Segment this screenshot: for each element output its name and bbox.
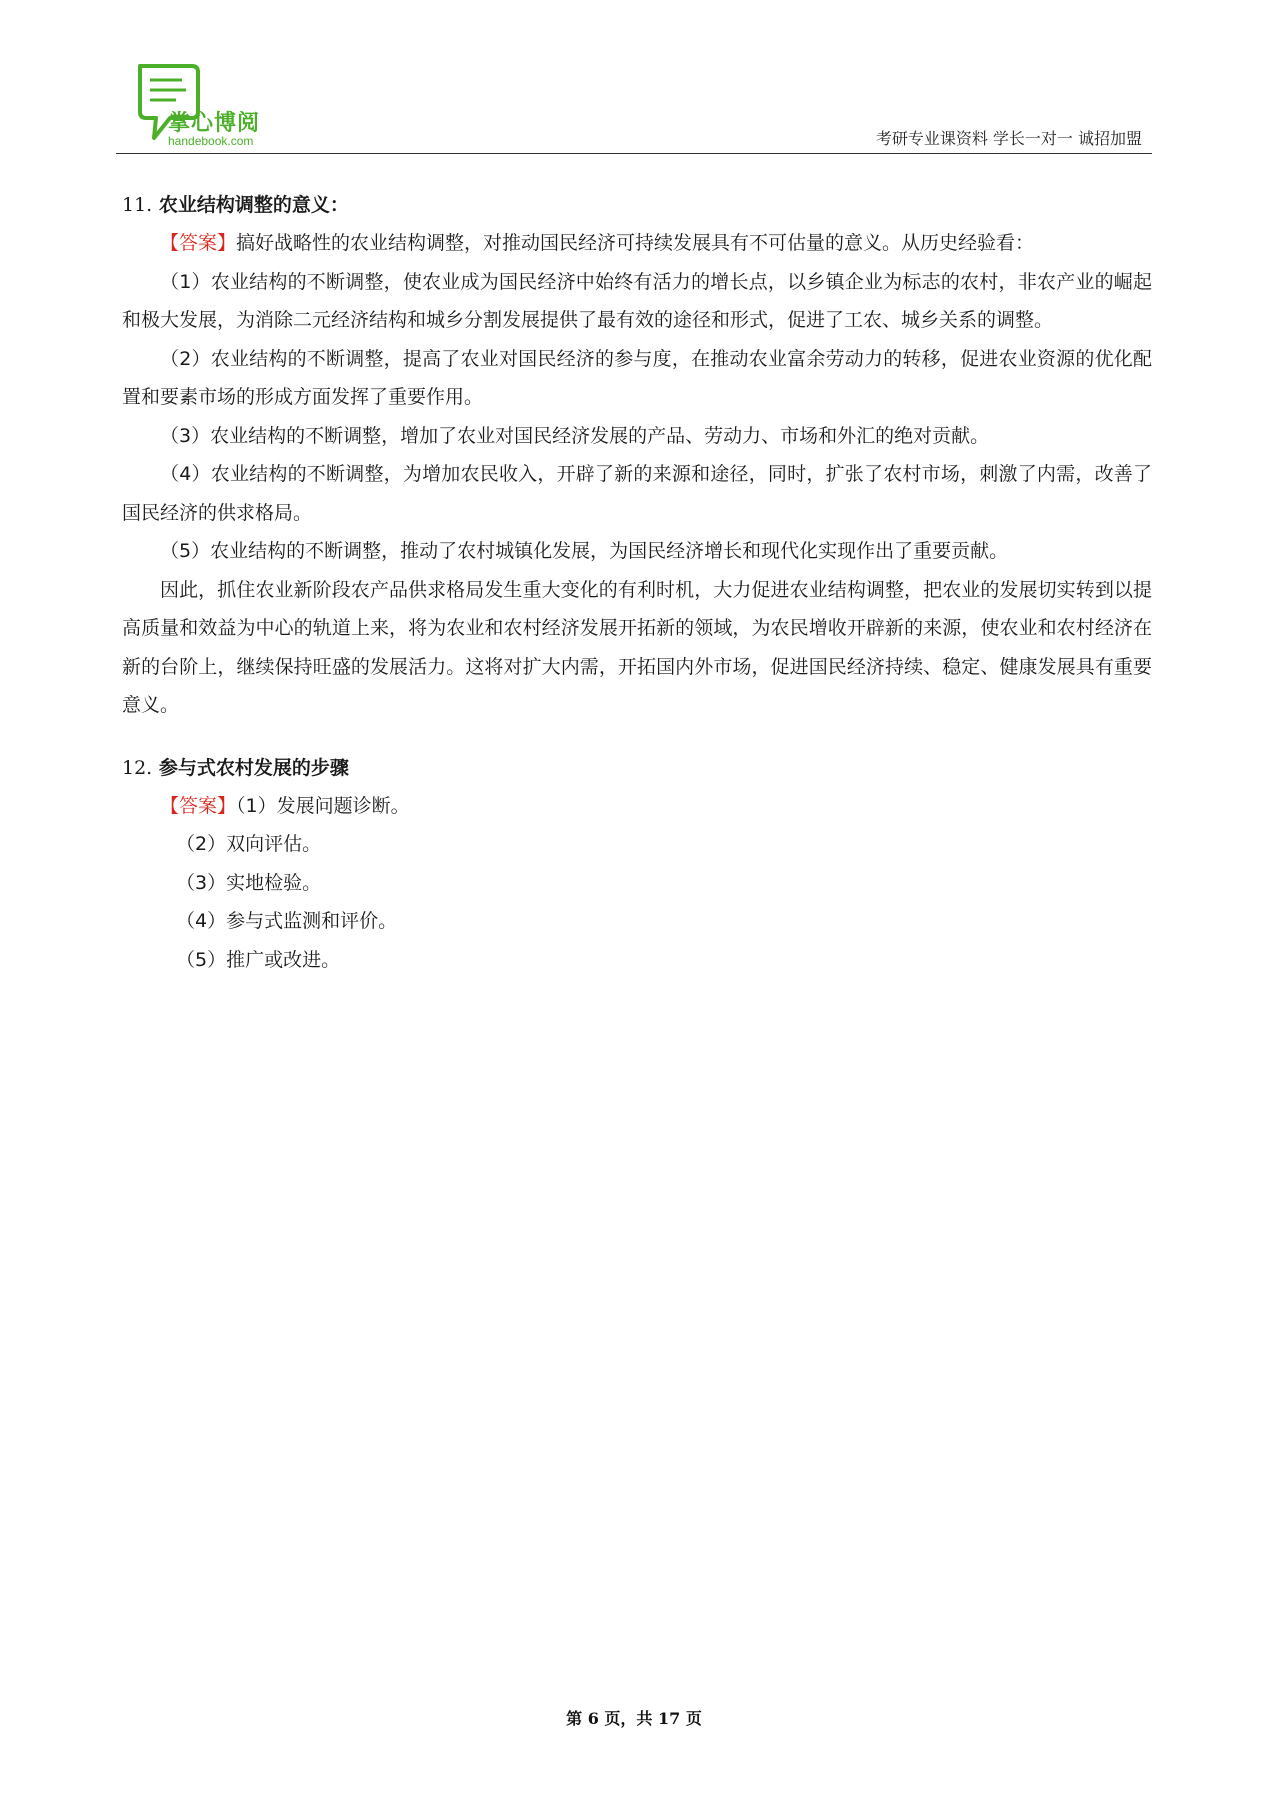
answer-tag: 【答案】 xyxy=(160,794,237,817)
page-footer: 第 6 页，共 17 页 xyxy=(566,1709,702,1728)
answer-step: （5）推广或改进。 xyxy=(176,948,341,971)
page-content xyxy=(122,186,1152,979)
answer-conclusion: 因此，抓住农业新阶段农产品供求格局发生重大变化的有利时机，大力促进农业结构调整，把农业的发展切实转到以提高质量和效益为中心的轨道上来，将为农业和农村经济发展开拓新的领域，为农民增收开辟新的来源，使农业和农村经济在新的台阶上，继续保持旺盛的发展活力。这将对扩大内需，开拓国内外市场，促进国民经济持续、稳定、健康发展具有重要意义。 xyxy=(122,578,1152,716)
question-number: 11. xyxy=(122,194,153,216)
answer-step: （4）参与式监测和评价。 xyxy=(176,910,398,932)
question-number: 12. xyxy=(122,756,153,779)
question-title-text: 参与式农村发展的步骤 xyxy=(158,756,349,779)
question-11-title xyxy=(122,186,1152,224)
answer-step xyxy=(122,787,1152,826)
answer-point: （3）农业结构的不断调整，增加了农业对国民经济发展的产品、劳动力、市场和外汇的绝对贡献。 xyxy=(160,424,990,447)
answer-intro xyxy=(122,224,1152,263)
logo-text: 掌心博阅 xyxy=(168,111,261,136)
logo-domain: handebook.com xyxy=(168,134,254,148)
answer-intro-text: 搞好战略性的农业结构调整，对推动国民经济可持续发展具有不可估量的意义。从历史经验看： xyxy=(236,232,1035,254)
answer-point: （4）农业结构的不断调整，为增加农民收入，开辟了新的来源和途径，同时，扩张了农村市场，刺激了内需，改善了国民经济的供求格局。 xyxy=(122,463,1152,524)
question-title-text: 农业结构调整的意义： xyxy=(158,194,349,216)
header-divider xyxy=(116,153,1152,154)
answer-step: （3）实地检验。 xyxy=(176,871,322,894)
answer-point: （5）农业结构的不断调整，推动了农村城镇化发展，为国民经济增长和现代化实现作出了重要贡献。 xyxy=(160,540,1009,562)
answer-point: （1）农业结构的不断调整，使农业成为国民经济中始终有活力的增长点，以乡镇企业为标志的农村，非农产业的崛起和极大发展，为消除二元经济结构和城乡分割发展提供了最有效的途径和形式，促进了工农、城乡关系的调整。 xyxy=(122,270,1152,331)
section-gap xyxy=(122,725,1152,749)
answer-step-text: （1）发展问题诊断。 xyxy=(236,794,410,817)
answer-step: （2）双向评估。 xyxy=(176,833,322,855)
header-slogan: 考研专业课资料 学长一对一 诚招加盟 xyxy=(875,129,1142,148)
page-header xyxy=(116,56,1152,156)
question-12-title xyxy=(122,749,1152,787)
answer-tag: 【答案】 xyxy=(160,232,237,254)
logo xyxy=(134,62,294,152)
answer-point: （2）农业结构的不断调整，提高了农业对国民经济的参与度，在推动农业富余劳动力的转移，促进农业资源的优化配置和要素市场的形成方面发挥了重要作用。 xyxy=(122,347,1152,408)
